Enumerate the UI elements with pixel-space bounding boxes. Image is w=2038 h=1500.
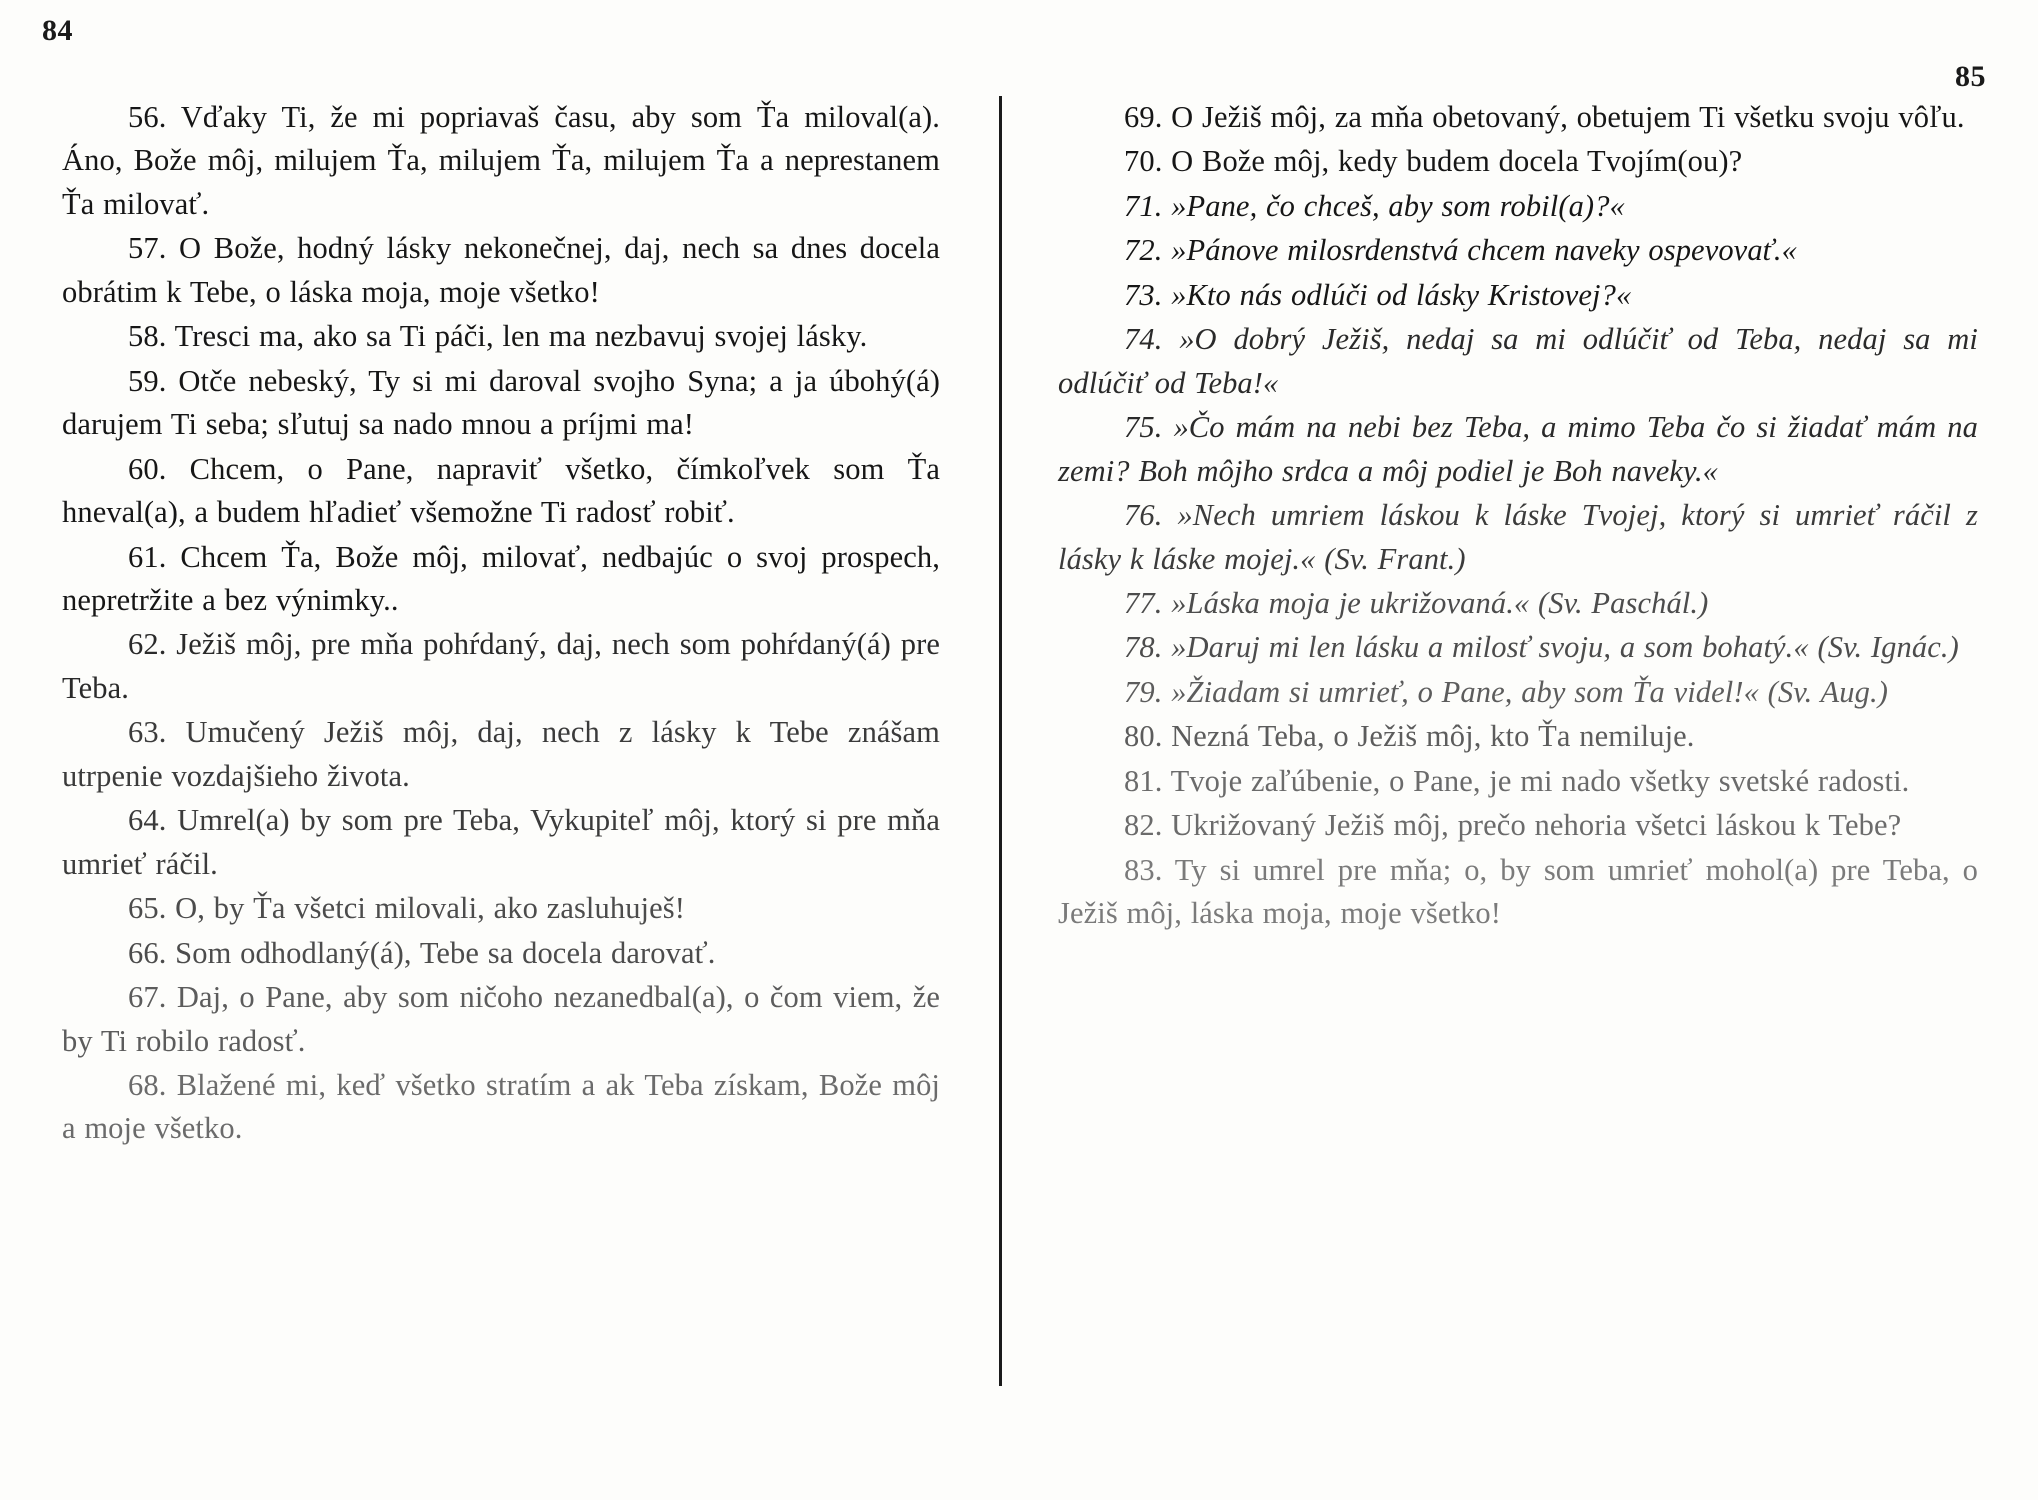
prayer-left-paragraph: 57. O Bože, hodný lásky nekonečnej, daj, nech sa dnes docela obrátim k Tebe, o láska moja, moje všetko! <box>62 231 940 309</box>
prayer-left-paragraph: 61. Chcem Ťa, Bože môj, milovať, nedbajúc o svoj prospech, nepretržite a bez výnimky.. <box>62 539 940 617</box>
prayer-left-paragraph: 68. Blažené mi, keď všetko stratím a ak Teba získam, Bože môj a moje všetko. <box>62 1067 940 1146</box>
prayer-right-paragraph: 75. »Čo mám na nebi bez Teba, a mimo Teba čo si žiadať mám na zemi? Boh môjho srdca a môj podiel je Boh naveky.« <box>1058 410 1978 488</box>
page-number-left: 84 <box>42 14 73 47</box>
prayer-left-paragraph: 64. Umrel(a) by som pre Teba, Vykupiteľ môj, ktorý si pre mňa umrieť ráčil. <box>62 803 940 881</box>
page-number-right: 85 <box>1955 60 1986 93</box>
prayer-left-paragraph: 60. Chcem, o Pane, napraviť všetko, čímkoľvek som Ťa hneval(a), a budem hľadieť všemožne Ti radosť robiť. <box>62 451 940 530</box>
prayer-right-paragraph: 71. »Pane, čo chceš, aby som robil(a)?« <box>1124 188 1625 223</box>
column-right <box>1000 96 2038 1476</box>
prayer-left-paragraph: 66. Som odhodlaný(á), Tebe sa docela darovať. <box>128 935 716 970</box>
two-column-body <box>0 96 2038 1476</box>
prayer-right-paragraph: 72. »Pánove milosrdenstvá chcem naveky ospevovať.« <box>1124 233 1797 268</box>
prayer-left-paragraph: 56. Vďaky Ti, že mi popriavaš času, aby som Ťa miloval(a). Áno, Bože môj, milujem Ťa, milujem Ťa, milujem Ťa a neprestanem Ťa milovať. <box>62 100 940 221</box>
prayer-right-paragraph: 73. »Kto nás odlúči od lásky Kristovej?« <box>1124 277 1632 312</box>
prayer-left-paragraph: 65. O, by Ťa všetci milovali, ako zasluhuješ! <box>128 891 685 926</box>
prayer-right-paragraph: 77. »Láska moja je ukrižovaná.« (Sv. Paschál.) <box>1124 585 1709 620</box>
prayer-right-paragraph: 81. Tvoje zaľúbenie, o Pane, je mi nado všetky svetské radosti. <box>1124 763 1910 798</box>
prayer-right-paragraph: 80. Nezná Teba, o Ježiš môj, kto Ťa nemiluje. <box>1124 719 1695 754</box>
prayer-right-paragraph: 79. »Žiadam si umrieť, o Pane, aby som Ťa videl!« (Sv. Aug.) <box>1124 674 1888 709</box>
prayer-right-paragraph: 69. O Ježiš môj, za mňa obetovaný, obetujem Ti všetku svoju vôľu. <box>1124 100 1965 134</box>
prayer-right-paragraph: 78. »Daruj mi len lásku a milosť svoju, a som bohatý.« (Sv. Ignác.) <box>1124 630 1959 665</box>
prayer-right-paragraph: 76. »Nech umriem láskou k láske Tvojej, ktorý si umrieť ráčil z lásky k láske mojej.« (Sv. Frant.) <box>1058 498 1978 576</box>
prayer-left-paragraph: 58. Tresci ma, ako sa Ti páči, len ma nezbavuj svojej lásky. <box>128 319 868 354</box>
prayer-right-paragraph: 70. O Bože môj, kedy budem docela Tvojím(ou)? <box>1124 144 1743 179</box>
prayer-left-paragraph: 67. Daj, o Pane, aby som ničoho nezanedbal(a), o čom viem, že by Ti robilo radosť. <box>62 980 940 1058</box>
prayer-right-paragraph: 82. Ukrižovaný Ježiš môj, prečo nehoria všetci láskou k Tebe? <box>1124 808 1902 843</box>
prayer-left-paragraph: 62. Ježiš môj, pre mňa pohŕdaný, daj, nech som pohŕdaný(á) pre Teba. <box>62 627 940 705</box>
prayer-right-paragraph: 74. »O dobrý Ježiš, nedaj sa mi odlúčiť od Teba, nedaj sa mi odlúčiť od Teba!« <box>1058 322 1978 400</box>
column-left <box>0 96 1000 1476</box>
prayer-left-paragraph: 59. Otče nebeský, Ty si mi daroval svojho Syna; a ja úbohý(á) darujem Ti seba; sľutuj sa nado mnou a príjmi ma! <box>62 363 940 442</box>
prayer-left-paragraph: 63. Umučený Ježiš môj, daj, nech z lásky k Tebe znášam utrpenie vozdajšieho života. <box>62 715 940 793</box>
prayer-right-paragraph: 83. Ty si umrel pre mňa; o, by som umrieť mohol(a) pre Teba, o Ježiš môj, láska moja, moje všetko! <box>1058 852 1978 931</box>
